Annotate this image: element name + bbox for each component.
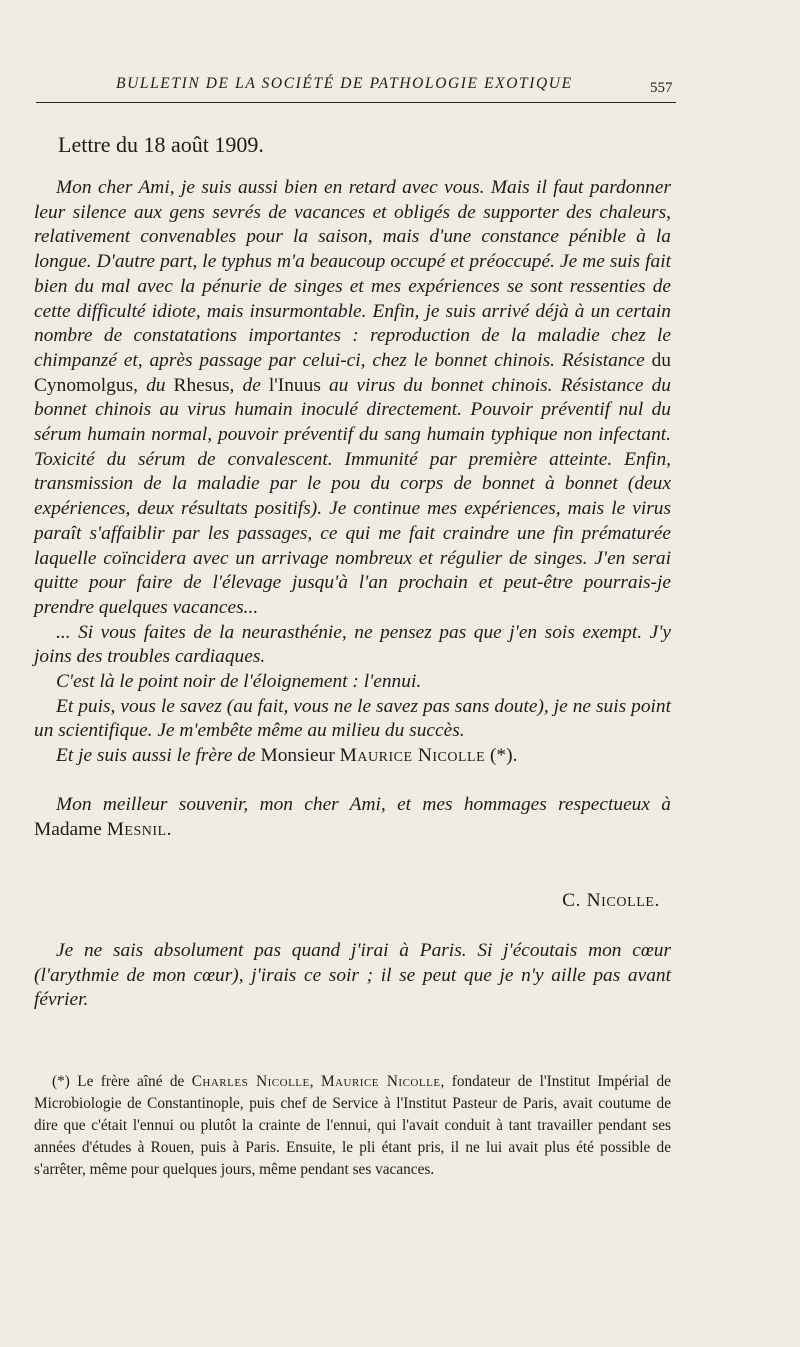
footnote-text: (*) Le frère aîné de Charles Nicolle, Maurice Nicolle, fondateur de l'Institut Impérial de Microbiologie de Constantinople, puis chef de Service à l'Institut Pasteur de Paris, avait coutume de dire que c'était l'ennui ou plutôt la crainte de l'ennui, qui l'avait conduit à tant travailler pendant ses années d'études à Rouen, puis à Paris. Ensuite, le pli étant pris, il ne lui avait plus été possible de s'arrêter, même pour quelques jours, même pendant ses vacances. [34, 1073, 671, 1178]
paragraph-brother: Et je suis aussi le frère de Monsieur Maurice Nicolle (*). [56, 745, 518, 767]
paragraph-neurasthenia: ... Si vous faites de la neurasthénie, ne pensez pas que j'en sois exempt. J'y joins des troubles cardiaques. [34, 621, 671, 668]
postscript [34, 939, 671, 1013]
signature: C. Nicolle. [562, 890, 660, 911]
paragraph-main: Mon cher Ami, je suis aussi bien en retard avec vous. Mais il faut pardonner leur silence aux gens sevrés de vacances et obligés de supporter des chaleurs, relativement convenables pour la saison, mais d'une constance pénible à la longue. D'autre part, le typhus m'a beaucoup occupé et préoccupé. Je me suis fait bien du mal avec la pénurie de singes et mes expériences se sont ressenties de cette difficulté idiote, mais insurmontable. Enfin, je suis arrivé déjà à un certain nombre de constatations importantes : reproduction de la maladie chez le chimpanzé et, après passage par celui-ci, chez le bonnet chinois. Résistance du Cynomolgus, du Rhesus, de l'Inuus au virus du bonnet chinois. Résistance du bonnet chinois au virus humain inoculé directement. Pouvoir préventif nul du sérum humain normal, pouvoir préventif du sang humain typhique non infectant. Toxicité du sérum de convalescent. Immunité par première atteinte. Enfin, transmission de la maladie par le pou du corps de bonnet à bonnet (deux expériences, deux résultats positifs). Je continue mes expériences, mais le virus paraît s'affaiblir par les passages, ce qui me fait craindre une fin prématurée laquelle coïncidera avec un arrivage nombreux et régulier de singes. J'en serai quitte pour faire de l'élevage jusqu'à l'an prochain et peut-être pourrais-je prendre quelques vacances... [34, 177, 671, 618]
postscript-text: Je ne sais absolument pas quand j'irai à Paris. Si j'écoutais mon cœur (l'arythmie de mon cœur), j'irais ce soir ; il se peut que je n'y aille pas avant février. [34, 940, 671, 1011]
letter-body [34, 176, 671, 842]
paragraph-scientist: Et puis, vous le savez (au fait, vous ne le savez pas sans doute), je ne suis point un scientifique. Je m'embête même au milieu du succès. [34, 695, 671, 742]
page-number: 557 [650, 80, 673, 96]
running-header [36, 72, 676, 103]
paragraph-ennui: C'est là le point noir de l'éloignement : l'ennui. [56, 671, 422, 693]
letter-heading: Lettre du 18 août 1909. [58, 132, 264, 157]
footnote [34, 1071, 671, 1181]
running-title: BULLETIN DE LA SOCIÉTÉ DE PATHOLOGIE EXOTIQUE [116, 75, 573, 92]
paragraph-closing: Mon meilleur souvenir, mon cher Ami, et mes hommages respectueux à Madame Mesnil. [34, 793, 671, 840]
